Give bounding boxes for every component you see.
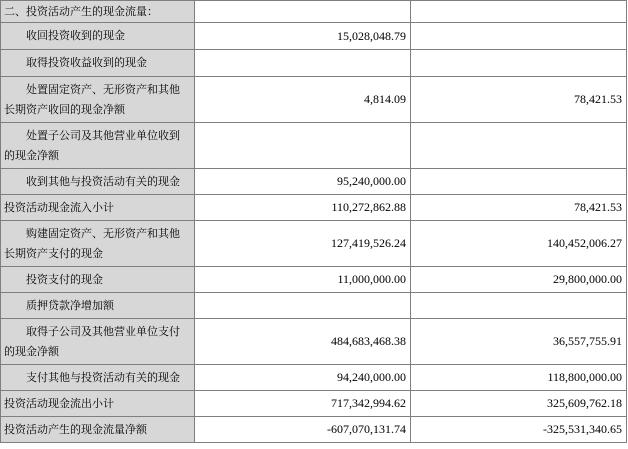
table-row: [1, 319, 627, 365]
table-row: [1, 293, 627, 319]
table-row: [1, 195, 627, 221]
row-label: 处置固定资产、无形资产和其他长期资产收回的现金净额: [1, 77, 195, 123]
prior-period-value: -325,531,340.65: [411, 417, 627, 443]
row-label: 购建固定资产、无形资产和其他长期资产支付的现金: [1, 221, 195, 267]
table-row: [1, 123, 627, 169]
row-label: 投资活动现金流出小计: [1, 391, 195, 417]
prior-period-value: [411, 169, 627, 195]
current-period-value: 484,683,468.38: [195, 319, 411, 365]
prior-period-value: 78,421.53: [411, 77, 627, 123]
table-row: [1, 77, 627, 123]
table-row: [1, 365, 627, 391]
prior-period-value: 78,421.53: [411, 195, 627, 221]
row-label: 取得子公司及其他营业单位支付的现金净额: [1, 319, 195, 365]
current-period-value: [195, 123, 411, 169]
row-label: 支付其他与投资活动有关的现金: [1, 365, 195, 391]
table-row: [1, 391, 627, 417]
row-label: 处置子公司及其他营业单位收到的现金净额: [1, 123, 195, 169]
prior-period-value: [411, 123, 627, 169]
prior-period-value: [411, 293, 627, 319]
row-label: 二、投资活动产生的现金流量：: [1, 1, 195, 23]
row-label: 投资支付的现金: [1, 267, 195, 293]
prior-period-value: [411, 23, 627, 50]
table-row: [1, 417, 627, 443]
row-label: 质押贷款净增加额: [1, 293, 195, 319]
current-period-value: 4,814.09: [195, 77, 411, 123]
current-period-value: [195, 1, 411, 23]
table-row: [1, 1, 627, 23]
prior-period-value: 325,609,762.18: [411, 391, 627, 417]
prior-period-value: 29,800,000.00: [411, 267, 627, 293]
current-period-value: 110,272,862.88: [195, 195, 411, 221]
current-period-value: [195, 293, 411, 319]
prior-period-value: [411, 50, 627, 77]
table-row: [1, 267, 627, 293]
current-period-value: 15,028,048.79: [195, 23, 411, 50]
current-period-value: -607,070,131.74: [195, 417, 411, 443]
current-period-value: 95,240,000.00: [195, 169, 411, 195]
prior-period-value: 118,800,000.00: [411, 365, 627, 391]
row-label: 投资活动产生的现金流量净额: [1, 417, 195, 443]
table-row: [1, 221, 627, 267]
current-period-value: 127,419,526.24: [195, 221, 411, 267]
current-period-value: [195, 50, 411, 77]
prior-period-value: [411, 1, 627, 23]
table-row: [1, 169, 627, 195]
table-row: [1, 50, 627, 77]
current-period-value: 717,342,994.62: [195, 391, 411, 417]
table-row: [1, 23, 627, 50]
prior-period-value: 36,557,755.91: [411, 319, 627, 365]
row-label: 取得投资收益收到的现金: [1, 50, 195, 77]
prior-period-value: 140,452,006.27: [411, 221, 627, 267]
current-period-value: 94,240,000.00: [195, 365, 411, 391]
row-label: 收到其他与投资活动有关的现金: [1, 169, 195, 195]
row-label: 投资活动现金流入小计: [1, 195, 195, 221]
current-period-value: 11,000,000.00: [195, 267, 411, 293]
row-label: 收回投资收到的现金: [1, 23, 195, 50]
